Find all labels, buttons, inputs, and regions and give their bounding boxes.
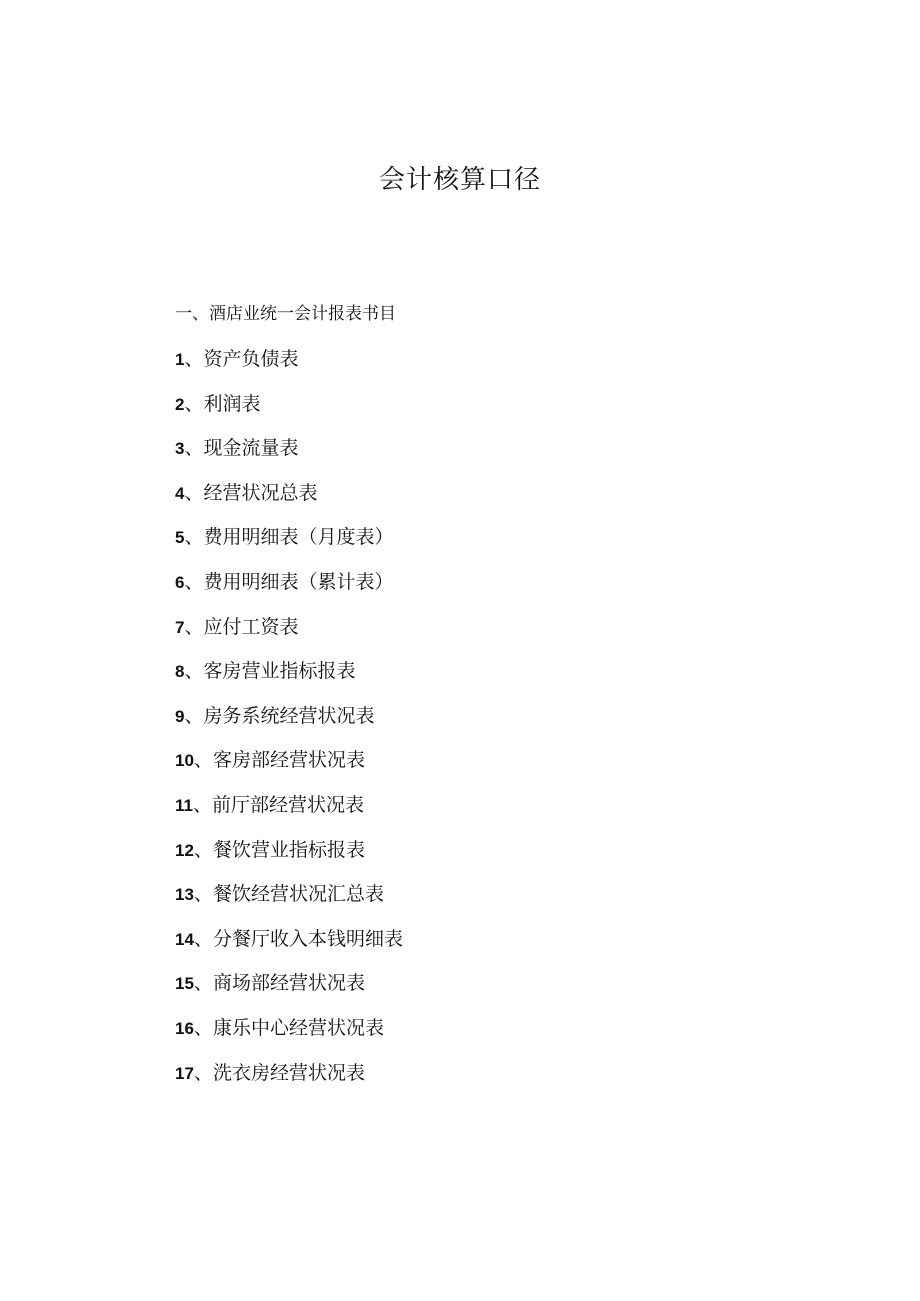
list-item [175,433,403,478]
section-heading: 一、酒店业统一会计报表书目 [175,304,396,324]
list-item [175,879,403,924]
list-item-number: 6 [175,572,185,592]
list-item-separator: 、 [184,570,204,593]
list-item-separator: 、 [184,437,204,460]
list-item-number: 7 [175,617,185,637]
list-item-number: 17 [175,1063,194,1083]
list-item-label: 费用明细表（月度表） [203,526,394,549]
list-item-label: 客房营业指标报表 [203,660,356,683]
list-item-number: 9 [175,706,185,726]
list-item [175,1058,403,1103]
list-item [175,344,403,389]
list-item [175,1013,403,1058]
list-item-separator: 、 [184,392,204,415]
list-item-separator: 、 [193,838,213,861]
list-item-number: 12 [175,840,194,860]
list-item-label: 资产负债表 [203,348,299,370]
list-item [175,612,403,657]
list-item-separator: 、 [193,1061,213,1084]
list-item [175,745,403,790]
list-item-separator: 、 [193,1016,213,1039]
list-item-number: 15 [175,974,194,994]
list-item-separator: 、 [193,749,213,772]
list-item-number: 14 [175,929,194,949]
list-item-label: 餐饮营业指标报表 [212,838,365,861]
list-item-separator: 、 [184,526,204,549]
list-item-label: 应付工资表 [203,615,299,638]
list-item [175,968,403,1013]
list-item [175,701,403,746]
list-item-number: 3 [175,439,185,459]
list-item-label: 洗衣房经营状况表 [212,1061,365,1084]
list-item [175,478,403,523]
document-title: 会计核算口径 [378,165,541,195]
list-item-separator: 、 [184,660,204,683]
list-item [175,389,403,434]
list-item-separator: 、 [184,615,204,638]
list-item-number: 1 [175,350,185,369]
list-item-number: 4 [175,483,185,503]
list-item [175,656,403,701]
list-item-separator: 、 [193,927,213,950]
list-item-separator: 、 [184,704,204,727]
list-item-number: 8 [175,662,185,682]
list-item-separator: 、 [184,348,204,370]
report-list [175,344,403,1102]
list-item-label: 费用明细表（累计表） [203,570,394,593]
list-item-label: 利润表 [203,392,261,415]
list-item-number: 5 [175,528,185,548]
list-item-number: 10 [175,751,194,771]
list-item [175,522,403,567]
list-item-label: 房务系统经营状况表 [203,704,375,727]
list-item [175,567,403,612]
list-item-separator: 、 [192,793,212,816]
list-item-label: 康乐中心经营状况表 [212,1016,384,1039]
list-item-label: 现金流量表 [203,437,299,460]
list-item-label: 前厅部经营状况表 [212,793,365,816]
list-item-number: 2 [175,394,185,414]
list-item [175,790,403,835]
list-item-separator: 、 [193,972,213,995]
list-item [175,924,403,969]
list-item-number: 11 [175,795,193,815]
list-item-label: 分餐厅收入本钱明细表 [212,927,403,950]
list-item-separator: 、 [193,883,213,906]
list-item-label: 商场部经营状况表 [212,972,365,995]
list-item [175,835,403,880]
list-item-label: 餐饮经营状况汇总表 [212,883,384,906]
list-item-separator: 、 [184,481,204,504]
list-item-number: 13 [175,885,194,905]
list-item-label: 经营状况总表 [203,481,318,504]
list-item-label: 客房部经营状况表 [212,749,365,772]
list-item-number: 16 [175,1018,194,1038]
